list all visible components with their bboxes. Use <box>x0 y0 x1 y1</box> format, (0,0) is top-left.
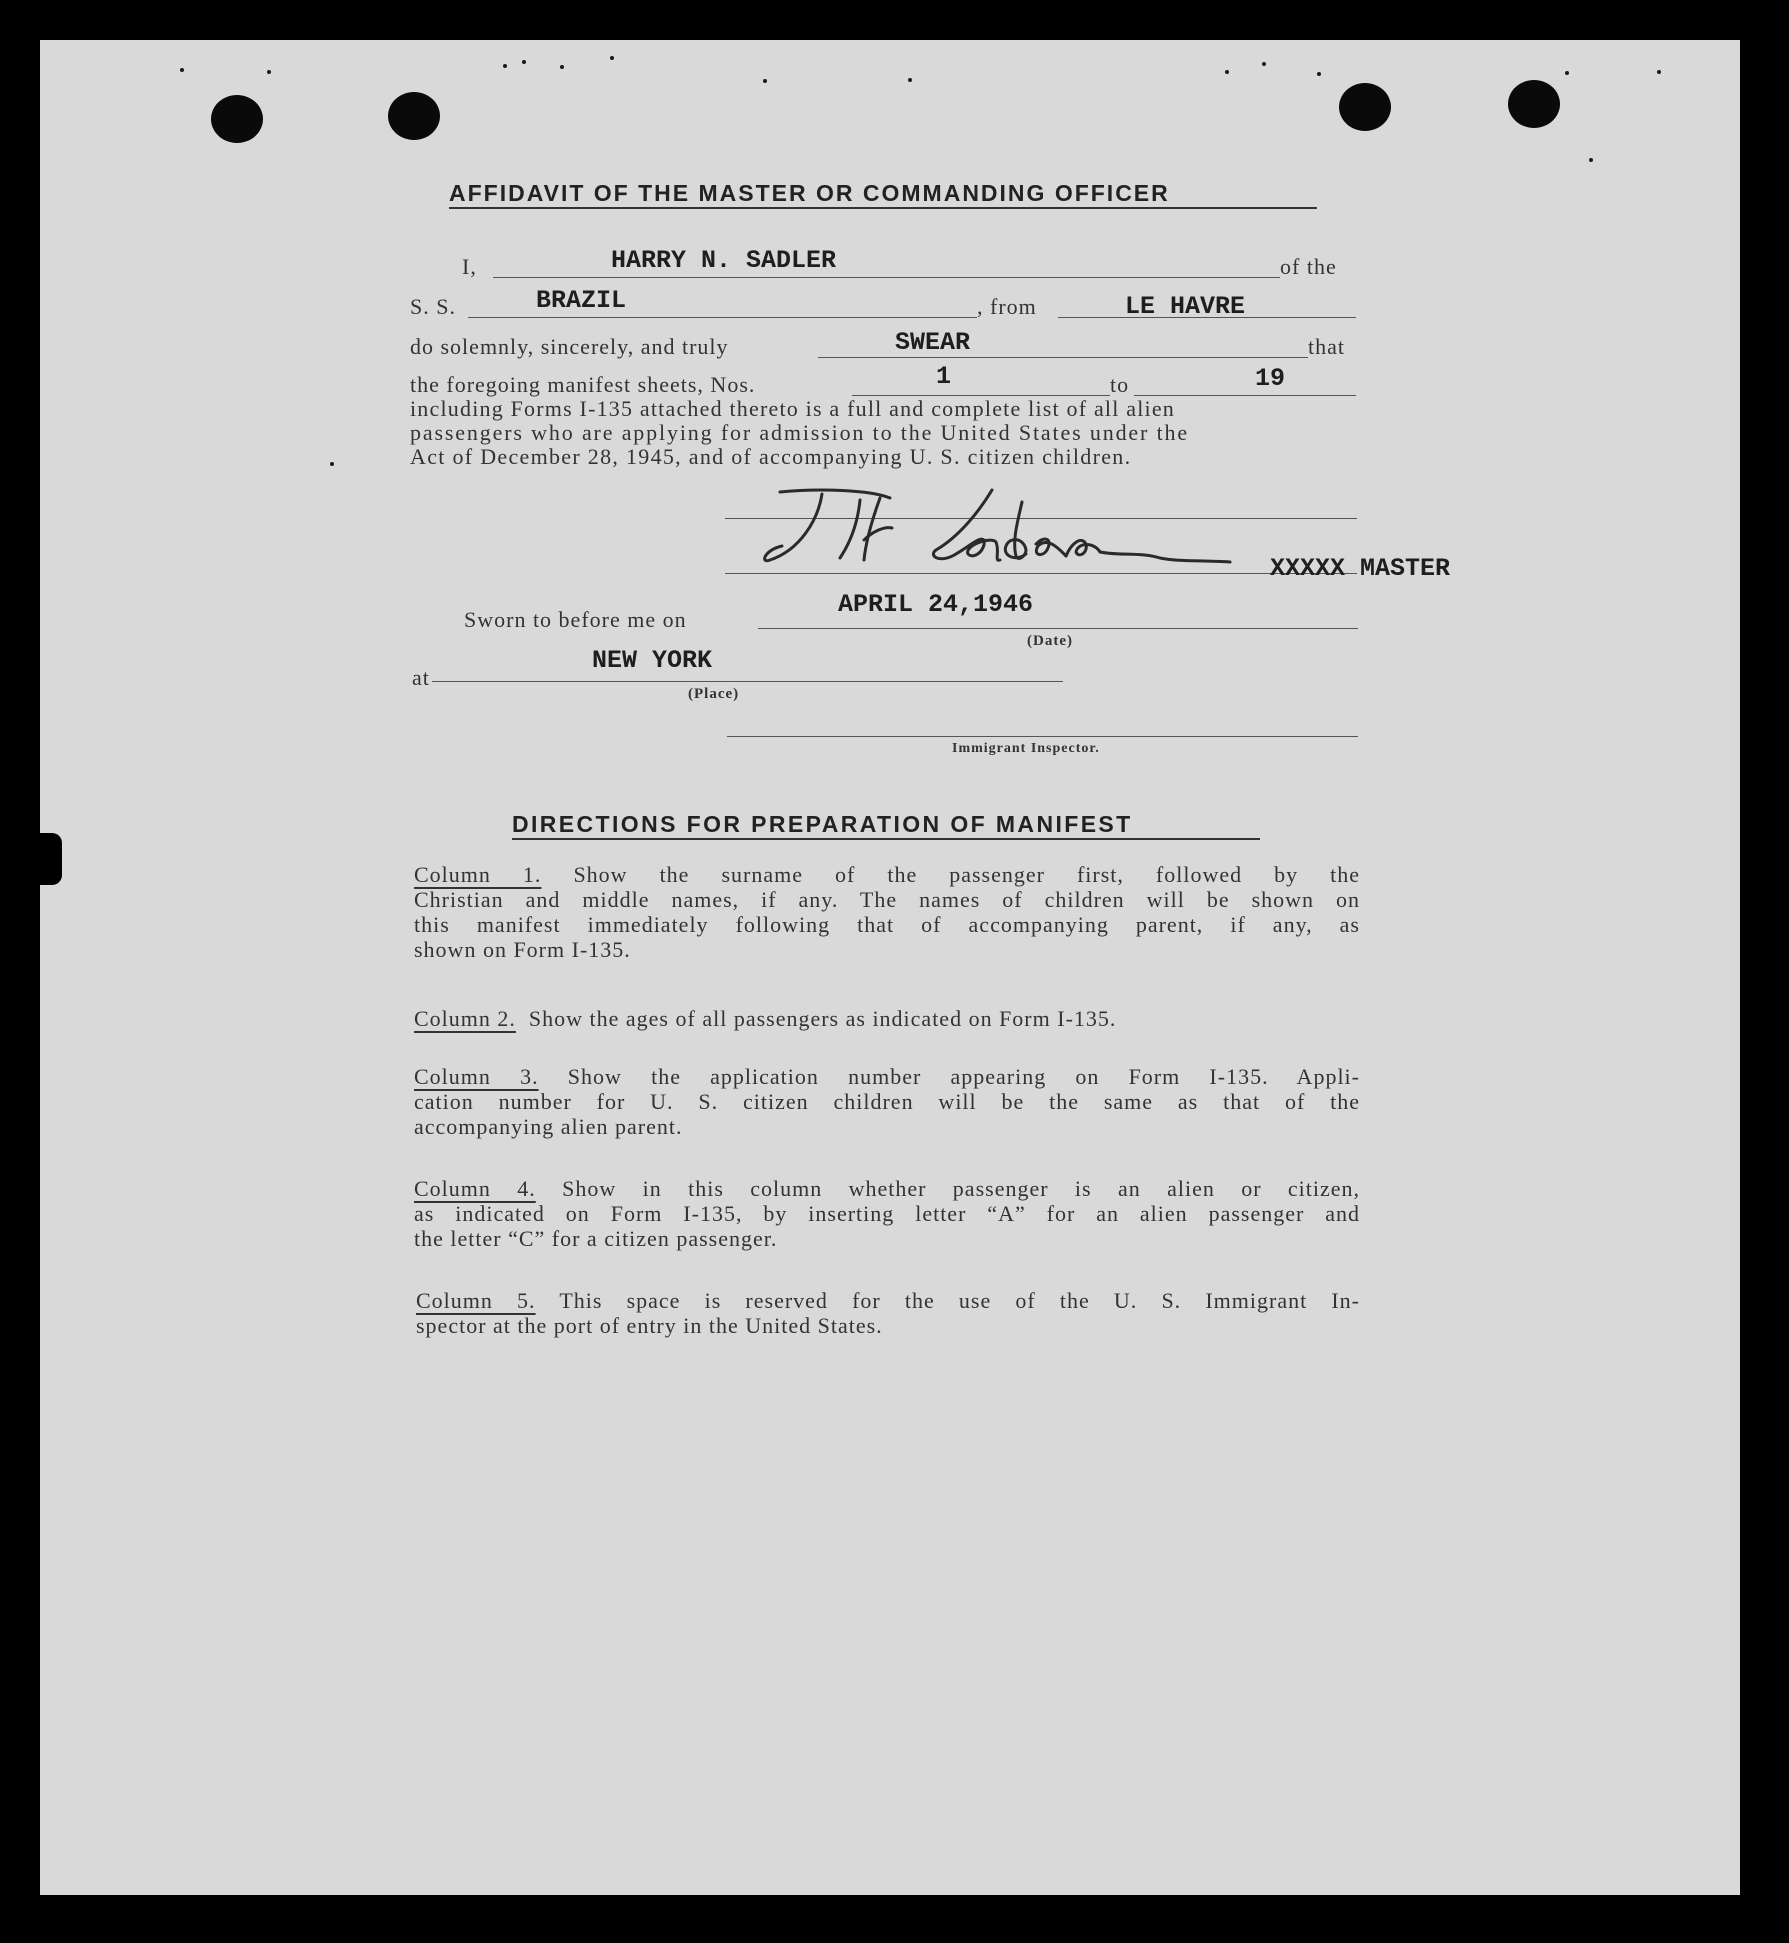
speck <box>610 56 614 60</box>
sworn-place: NEW YORK <box>592 646 713 675</box>
direction-column-5 <box>416 1288 1360 1338</box>
inspector-signature-line <box>727 736 1358 737</box>
master-signature <box>760 480 1280 580</box>
speck <box>1225 70 1229 74</box>
direction-line: shown on Form I-135. <box>414 937 631 962</box>
punch-hole <box>1508 80 1560 128</box>
document-page <box>40 40 1740 1895</box>
direction-line: Show the surname of the passenger first, followed by the <box>573 862 1361 887</box>
direction-column-4 <box>414 1176 1360 1251</box>
sheet-to-number: 19 <box>1255 364 1286 393</box>
direction-line: Show the ages of all passengers as indicated on Form I-135. <box>528 1006 1117 1031</box>
speck <box>1657 70 1661 74</box>
column-5-label: Column 5. <box>416 1288 536 1313</box>
direction-line: the letter “C” for a citizen passenger. <box>414 1226 778 1251</box>
place-caption: (Place) <box>688 686 740 702</box>
name-blank-line <box>493 277 1280 278</box>
affidavit-that-label: that <box>1308 334 1345 359</box>
affidavit-title: AFFIDAVIT OF THE MASTER OR COMMANDING OFFICER <box>449 180 1170 206</box>
sheet-from-number: 1 <box>936 362 952 391</box>
direction-line: accompanying alien parent. <box>414 1114 683 1139</box>
direction-line: Show the application number appearing on Form I-135. Appli- <box>567 1064 1360 1089</box>
direction-column-1 <box>414 862 1360 962</box>
affidavit-to-label: to <box>1110 372 1130 397</box>
direction-column-3 <box>414 1064 1360 1139</box>
ship-name: BRAZIL <box>536 286 627 315</box>
affidavit-from-label: , from <box>977 294 1037 319</box>
affidavit-i-label: I, <box>462 254 477 279</box>
oath-word: SWEAR <box>895 328 971 357</box>
speck <box>908 78 912 82</box>
at-label: at <box>412 665 430 690</box>
affidavit-body-line: Act of December 28, 1945, and of accompanying U. S. citizen children. <box>410 444 1132 469</box>
speck <box>522 60 526 64</box>
affidavit-body-line: passengers who are applying for admission to the United States under the <box>410 420 1189 445</box>
affidavit-body-line: including Forms I-135 attached thereto is a full and complete list of all alien <box>410 396 1176 421</box>
direction-column-2 <box>414 1006 1360 1031</box>
speck <box>1317 72 1321 76</box>
date-caption: (Date) <box>1027 633 1073 649</box>
column-3-label: Column 3. <box>414 1064 539 1089</box>
direction-line: Show in this column whether passenger is an alien or citizen, <box>562 1176 1361 1201</box>
direction-line: This space is reserved for the use of the U. S. Immigrant In- <box>559 1288 1360 1313</box>
speck <box>560 65 564 69</box>
speck <box>1565 71 1569 75</box>
affidavit-sheets-label: the foregoing manifest sheets, Nos. <box>410 372 756 397</box>
affidavit-title-underline <box>449 207 1317 209</box>
speck <box>330 462 334 466</box>
master-title: XXXXX MASTER <box>1270 554 1451 583</box>
speck <box>267 70 271 74</box>
speck <box>180 68 184 72</box>
affidavit-solemnly-label: do solemnly, sincerely, and truly <box>410 334 729 359</box>
page-notch <box>40 833 62 885</box>
punch-hole <box>388 92 440 140</box>
oath-blank-line <box>818 357 1308 358</box>
signature-baseline <box>725 573 1357 574</box>
sworn-date: APRIL 24,1946 <box>838 590 1034 619</box>
master-name: HARRY N. SADLER <box>611 246 837 275</box>
speck <box>763 79 767 83</box>
affidavit-of-the-label: of the <box>1280 254 1337 279</box>
sworn-label: Sworn to before me on <box>464 607 687 632</box>
departure-port: LE HAVRE <box>1125 292 1246 321</box>
directions-title: DIRECTIONS FOR PREPARATION OF MANIFEST <box>512 811 1133 837</box>
sworn-date-line <box>758 628 1358 629</box>
column-2-label: Column 2. <box>414 1006 516 1031</box>
direction-line: this manifest immediately following that of accompanying parent, if any, as <box>414 912 1360 937</box>
speck <box>503 64 507 68</box>
affidavit-ss-label: S. S. <box>410 294 456 319</box>
punch-hole <box>1339 83 1391 131</box>
directions-title-underline <box>512 838 1260 840</box>
column-1-label: Column 1. <box>414 862 542 887</box>
speck <box>1589 158 1593 162</box>
direction-line: cation number for U. S. citizen children will be the same as that of the <box>414 1089 1360 1114</box>
direction-line: Christian and middle names, if any. The names of children will be shown on <box>414 887 1360 912</box>
direction-line: as indicated on Form I-135, by inserting letter “A” for an alien passenger and <box>414 1201 1360 1226</box>
punch-hole <box>211 95 263 143</box>
column-4-label: Column 4. <box>414 1176 536 1201</box>
inspector-caption: Immigrant Inspector. <box>952 741 1100 756</box>
speck <box>1262 62 1266 66</box>
place-line <box>432 681 1063 682</box>
direction-line: spector at the port of entry in the United States. <box>416 1313 883 1338</box>
ship-blank-line <box>468 317 977 318</box>
